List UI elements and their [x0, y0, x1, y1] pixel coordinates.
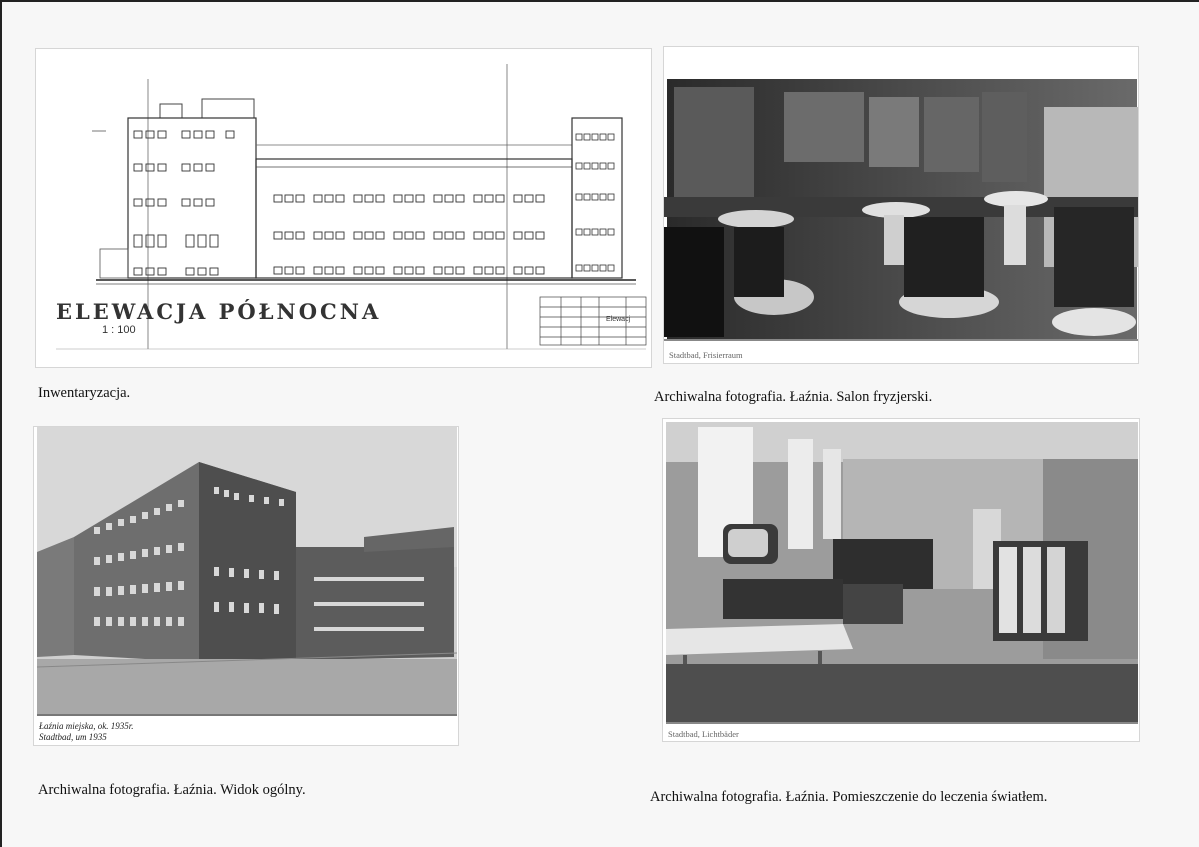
caption-general-view: Archiwalna fotografia. Łaźnia. Widok ogólny.	[38, 782, 306, 798]
caption-inventory: Inwentaryzacja.	[38, 385, 131, 401]
photo-salon	[664, 47, 1138, 363]
caption-salon: Archiwalna fotografia. Łaźnia. Salon fryzjerski.	[654, 389, 933, 405]
photo-light-label: Stadtbad, Lichtbäder	[668, 729, 739, 739]
elevation-drawing	[35, 48, 652, 368]
drawing-title: ELEWACJA PÓŁNOCNA	[56, 299, 382, 324]
photo-salon-frame	[663, 46, 1139, 364]
drawing-stamp-label: Elewacj	[606, 316, 631, 323]
photo-building	[34, 427, 458, 745]
photo-building-label-2: Stadtbad, um 1935	[39, 732, 107, 742]
caption-light-therapy: Archiwalna fotografia. Łaźnia. Pomieszczenie do leczenia światłem.	[650, 789, 1048, 805]
photo-building-label-1: Łaźnia miejska, ok. 1935r.	[39, 721, 134, 731]
drawing-scale: 1 : 100	[102, 324, 136, 336]
photo-light-room	[663, 419, 1139, 741]
photo-light-frame	[662, 418, 1140, 742]
photo-building-frame	[33, 426, 459, 746]
photo-salon-label: Stadtbad, Frisierraum	[669, 350, 743, 360]
